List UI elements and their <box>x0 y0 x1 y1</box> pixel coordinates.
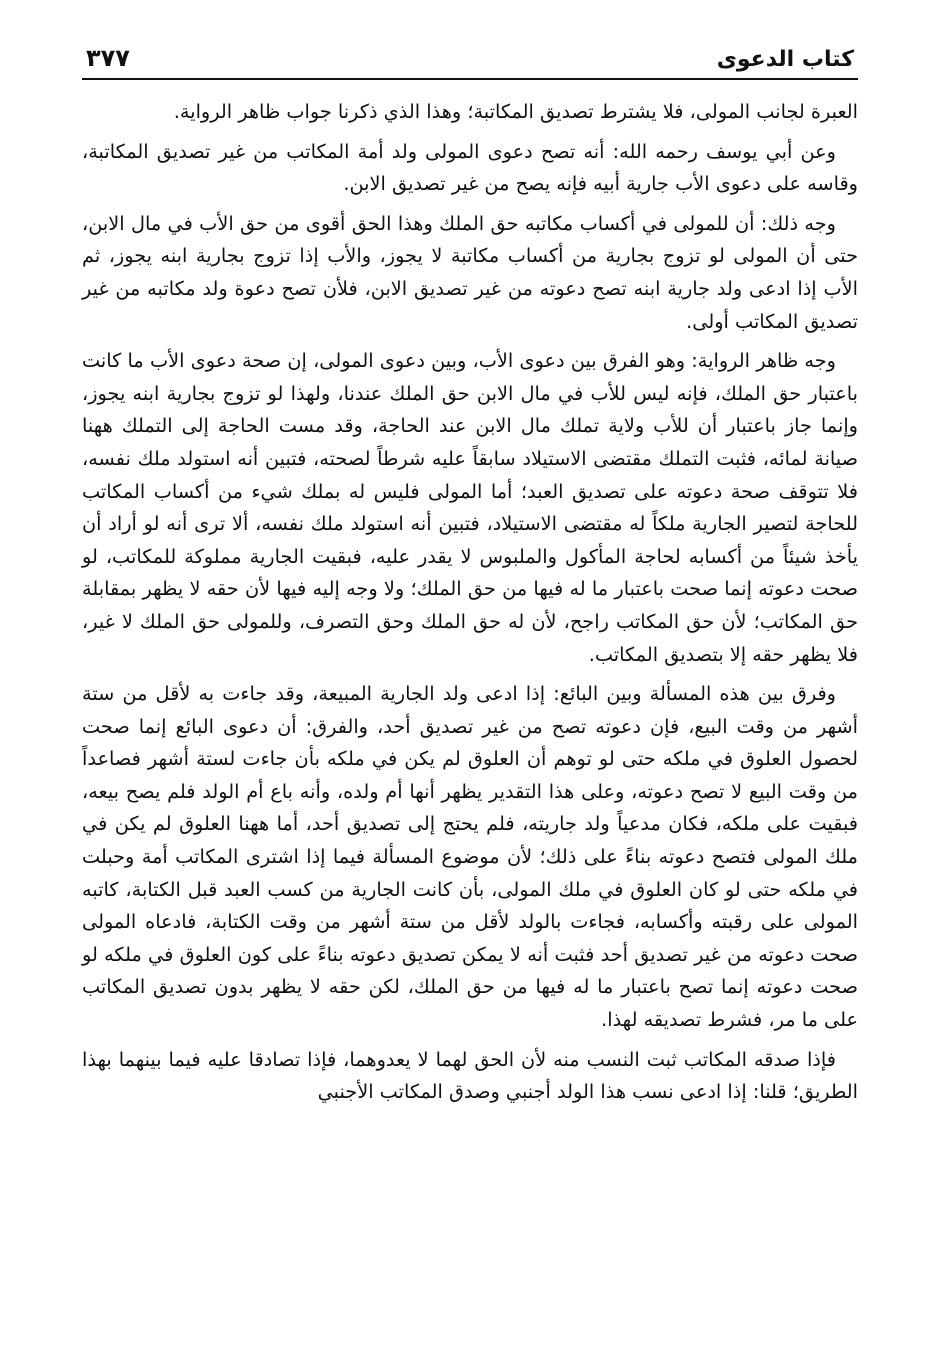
paragraph-5: وفرق بين هذه المسألة وبين البائع: إذا ادعى ولد الجارية المبيعة، وقد جاءت به لأقل من ستة أشهر من وقت البيع، فإن دعوته تصح من غير تصديق أحد، والفرق: أن دعوى البائع إنما صحت لحصول العلوق في ملكه حتى لو توهم أن العلوق لم يكن في ملكه بأن جاءت لستة أشهر فصاعداً من وقت البيع لا تصح دعوته، وعلى هذا التقدير يظهر أنها أم ولده، وأنه باع أم الولد فلم يصح بيعه، فبقيت على ملكه، فكان مدعياً ولد جاريته، فلم يحتج إلى تصديق أحد، أما ههنا العلوق لم يكن في ملك المولى فتصح دعوته بناءً على ذلك؛ لأن موضوع المسألة فيما إذا اشترى المكاتب أمة وحبلت في ملكه حتى لو كان العلوق في ملك المولى، بأن كانت الجارية من كسب العبد قبل الكتابة، كاتبه المولى على رقبته وأكسابه، فجاءت بالولد لأقل من ستة أشهر من وقت الكتابة، فادعاه المولى صحت دعوته من غير تصديق أحد فثبت أنه لا يمكن تصديق دعوته بناءً على كون العلوق في ملكه لو صحت دعوته إنما تصح باعتبار ما له فيها من حق الملك، لكن حقه لا يظهر بدون تصديق المكاتب على ما مر، فشرط تصديقه لهذا. <box>82 682 858 1032</box>
paragraph-3: وجه ذلك: أن للمولى في أكساب مكاتبه حق الملك وهذا الحق أقوى من حق الأب في مال الابن، حتى أن المولى لو تزوج بجارية من أكساب مكاتبة لا يجوز، والأب إذا تزوج بجارية ابنه يجوز، ثم الأب إذا ادعى ولد جارية ابنه تصح دعوته من غير تصديق الابن، فلأن تصح دعوة ولد مكاتبه من غير تصديق المكاتب أولى. <box>82 211 858 333</box>
book-title: كتاب الدعوى <box>716 47 854 72</box>
paragraph-2: وعن أبي يوسف رحمه الله: أنه تصح دعوى المولى ولد أمة المكاتب من غير تصديق المكاتبة، وقاسه على دعوى الأب جارية أبيه فإنه يصح من غير تصديق الابن. <box>82 139 858 196</box>
header-rule <box>82 78 858 80</box>
page-number: ٣٧٧ <box>86 44 130 72</box>
page-header <box>82 28 858 72</box>
book-page <box>82 28 858 1109</box>
paragraph-4: وجه ظاهر الرواية: وهو الفرق بين دعوى الأب، وبين دعوى المولى، إن صحة دعوى الأب ما كانت باعتبار حق الملك، فإنه ليس للأب في مال الابن حق الملك عندنا، ولهذا لو تزوج بجارية ابنه يجوز، وإنما جاز باعتبار أن للأب ولاية تملك مال الابن عند الحاجة، وقد مست الحاجة إلى التملك ههنا صيانة لمائه، فثبت التملك مقتضى الاستيلاد سابقاً عليه شرطاً لصحته، فتبين أنه استولد ملك نفسه، فلا تتوقف صحة دعوته على تصديق العبد؛ أما المولى فليس له بملك شيء من أكساب المكاتب للحاجة لتصير الجارية ملكاً له مقتضى الاستيلاد، فتبين أنه استولد ملك نفسه، ألا ترى أنه لو أراد أن يأخذ شيئاً من أكسابه لحاجة المأكول والملبوس لا يقدر عليه، فبقيت الجارية مملوكة للمكاتب، لو صحت دعوته إنما صحت باعتبار ما له فيها من حق الملك؛ ولا وجه إليه فيها لأن حقه لا يظهر بمقابلة حق المكاتب؛ لأن حق المكاتب راجح، لأن له حق الملك وحق التصرف، وللمولى حق الملك لا غير، فلا يظهر حقه إلا بتصديق المكاتب. <box>82 349 858 666</box>
page-body <box>82 96 858 1109</box>
paragraph-1: العبرة لجانب المولى، فلا يشترط تصديق المكاتبة؛ وهذا الذي ذكرنا جواب ظاهر الرواية. <box>173 100 858 123</box>
paragraph-6: فإذا صدقه المكاتب ثبت النسب منه لأن الحق لهما لا يعدوهما، فإذا تصادقا عليه فيما بينهما بهذا الطريق؛ قلنا: إذا ادعى نسب هذا الولد أجنبي وصدق المكاتب الأجنبي <box>82 1047 858 1104</box>
